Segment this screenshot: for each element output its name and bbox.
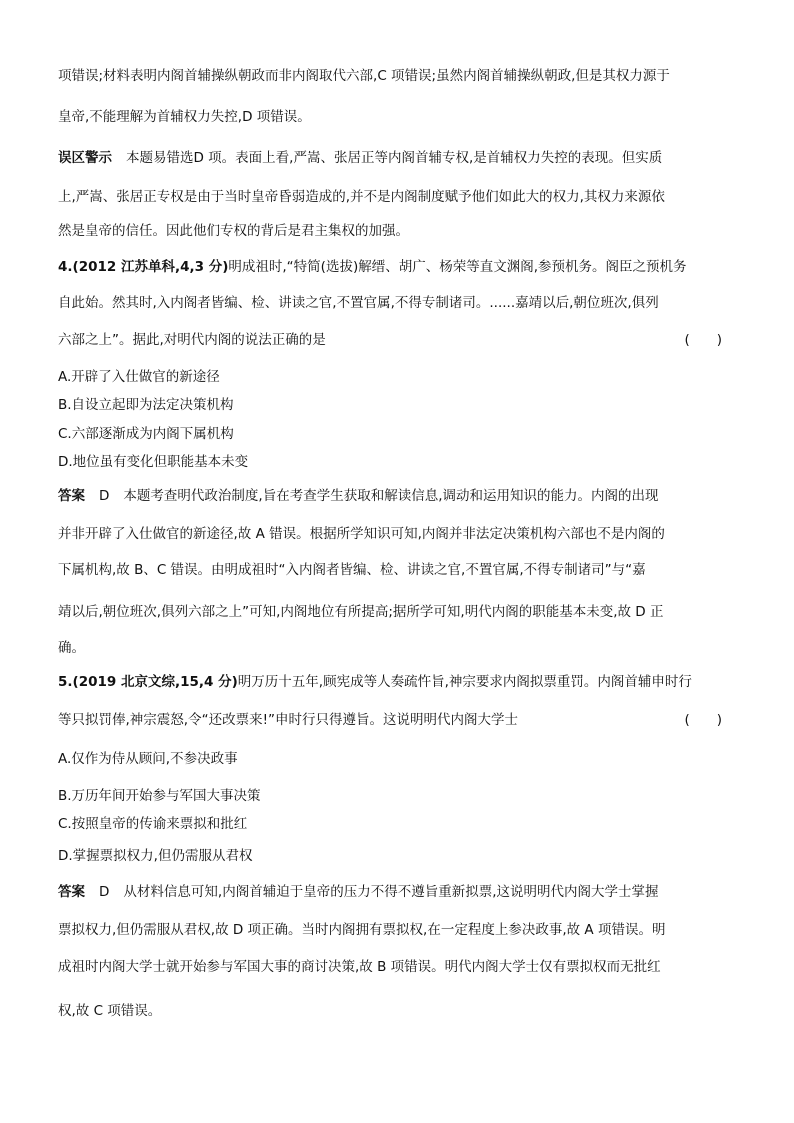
answer-label: 答案	[58, 488, 85, 504]
answer-line: 答案 D 从材料信息可知,内阁首辅迫于皇帝的压力不得不遵旨重新拟票,这说明明代内阁大学士掌握	[58, 884, 659, 900]
answer-line: 票拟权力,但仍需服从君权,故 D 项正确。当时内阁拥有票拟权,在一定程度上参决政事,故 A 项错误。明	[58, 922, 666, 938]
warning-line	[58, 148, 722, 168]
question-text: 明成祖时,“特简(选拔)解缙、胡广、杨荣等直文渊阁,参预机务。阁臣之预机务	[228, 259, 687, 275]
answer-line: 确。	[58, 640, 85, 656]
option-c: C.六部逐渐成为内阁下属机构	[58, 426, 234, 442]
option-d: D.掌握票拟权力,但仍需服从君权	[58, 848, 253, 864]
question-source: 5.(2019 北京文综,15,4 分)	[58, 674, 238, 690]
option-a: A.仅作为侍从顾问,不参决政事	[58, 751, 238, 767]
explanation-line: 皇帝,不能理解为首辅权力失控,D 项错误。	[58, 109, 311, 125]
warning-label: 误区警示	[58, 150, 112, 166]
warning-line: 上,严嵩、张居正专权是由于当时皇帝昏弱造成的,并不是内阁制度赋予他们如此大的权力,其权力来源依	[58, 189, 665, 205]
answer-line: 靖以后,朝位班次,俱列六部之上”可知,内阁地位有所提高;据所学可知,明代内阁的职能基本未变,故 D 正	[58, 604, 664, 620]
warning-text: 本题易错选D 项。表面上看,严嵩、张居正等内阁首辅专权,是首辅权力失控的表现。但实质	[126, 150, 663, 166]
question-stem: 六部之上”。据此,对明代内阁的说法正确的是 ( )	[58, 332, 722, 348]
explanation-line: 项错误;材料表明内阁首辅操纵朝政而非内阁取代六部,C 项错误;虽然内阁首辅操纵朝政,但是其权力源于	[58, 68, 670, 84]
answer-value: D	[99, 488, 110, 504]
question-stem: 自此始。然其时,入内阁者皆编、检、讲读之官,不置官属,不得专制诸司。......嘉靖以后,朝位班次,俱列	[58, 295, 659, 311]
answer-line: 下属机构,故 B、C 错误。由明成祖时“入内阁者皆编、检、讲读之官,不置官属,不得专制诸司”与“嘉	[58, 562, 646, 578]
question-stem: 等只拟罚俸,神宗震怒,令“还改票来!”申时行只得遵旨。这说明明代内阁大学士 ( )	[58, 712, 722, 728]
question-text: 明万历十五年,顾宪成等人奏疏忤旨,神宗要求内阁拟票重罚。内阁首辅申时行	[237, 674, 692, 690]
answer-line: 成祖时内阁大学士就开始参与军国大事的商讨决策,故 B 项错误。明代内阁大学士仅有票拟权而无批红	[58, 959, 661, 975]
answer-blank: ( )	[684, 332, 722, 348]
answer-line: 并非开辟了入仕做官的新途径,故 A 错误。根据所学知识可知,内阁并非法定决策机构六部也不是内阁的	[58, 526, 665, 542]
answer-value: D	[99, 884, 110, 900]
question-source: 4.(2012 江苏单科,4,3 分)	[58, 259, 229, 275]
warning-line: 然是皇帝的信任。因此他们专权的背后是君主集权的加强。	[58, 223, 409, 239]
option-b: B.万历年间开始参与军国大事决策	[58, 788, 261, 804]
option-a: A.开辟了入仕做官的新途径	[58, 369, 220, 385]
answer-line: 答案 D 本题考查明代政治制度,旨在考查学生获取和解读信息,调动和运用知识的能力。内阁的出现	[58, 488, 659, 504]
answer-blank: ( )	[684, 712, 722, 728]
option-b: B.自设立起即为法定决策机构	[58, 397, 234, 413]
option-d: D.地位虽有变化但职能基本未变	[58, 454, 249, 470]
answer-line: 权,故 C 项错误。	[58, 1003, 162, 1019]
option-c: C.按照皇帝的传谕来票拟和批红	[58, 816, 248, 832]
question-stem	[58, 672, 722, 692]
answer-label: 答案	[58, 884, 85, 900]
question-stem	[58, 257, 722, 277]
